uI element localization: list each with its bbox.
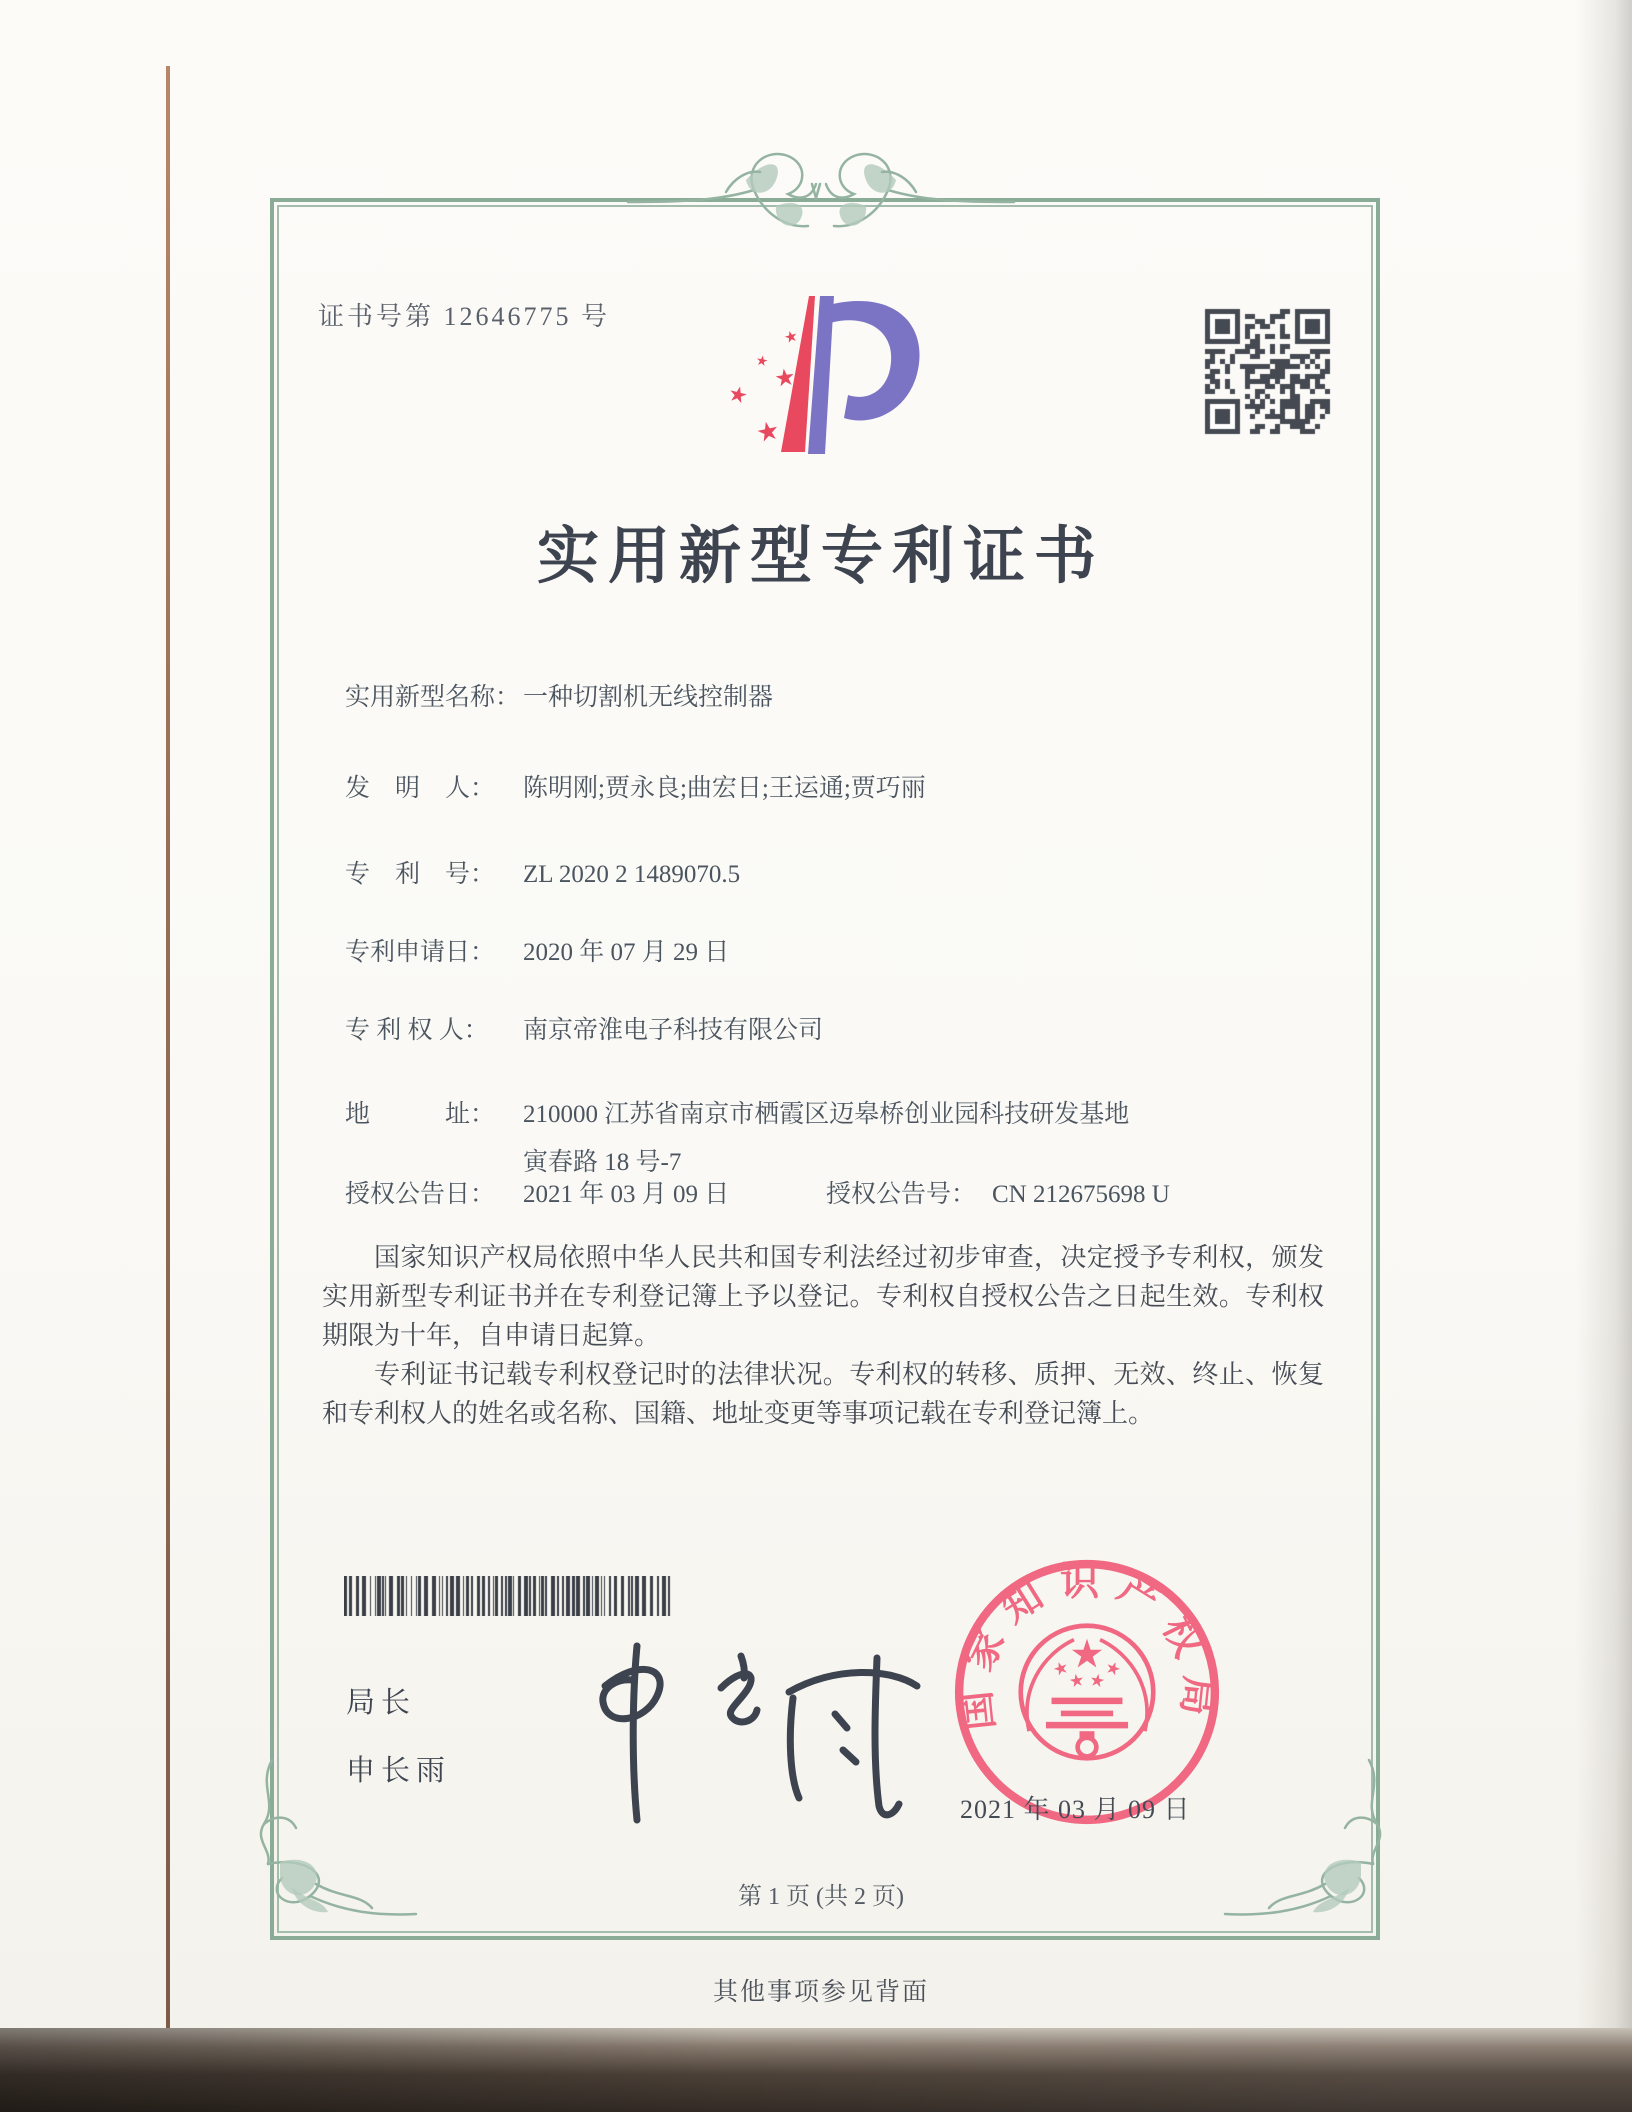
officer-title: 局长 xyxy=(346,1687,417,1719)
photo-right-shadow xyxy=(1576,0,1632,2032)
officer-name: 申长雨 xyxy=(346,1755,452,1787)
field-label: 授权公告号： xyxy=(826,1181,977,1208)
field-value: CN 212675698 U xyxy=(992,1181,1170,1208)
field-value: 2020 年 07 月 29 日 xyxy=(523,939,730,966)
field-value: 2021 年 03 月 09 日 xyxy=(523,1181,730,1208)
seal-text: 国家知识产权局 xyxy=(953,1560,1221,1733)
field-label: 专利申请日： xyxy=(345,939,496,966)
legal-paragraphs xyxy=(322,1238,1324,1433)
field-grant-row xyxy=(345,1178,1335,1212)
photo-bottom-edge xyxy=(0,2028,1632,2112)
page-number: 第 1 页 (共 2 页) xyxy=(738,1884,904,1910)
certificate-title: 实用新型专利证书 xyxy=(536,523,1105,591)
signature-icon xyxy=(545,1628,935,1828)
field-label: 专 利 号： xyxy=(345,861,496,888)
bottom-right-flourish-icon xyxy=(1218,1758,1393,1938)
book-page-edge xyxy=(166,66,170,2028)
seal-date: 2021 年 03 月 09 日 xyxy=(960,1795,1191,1824)
field-value: 一种切割机无线控制器 xyxy=(523,684,774,711)
paragraph-register-statement: 专利证书记载专利权登记时的法律状况。专利权的转移、质押、无效、终止、恢复和专利权人的姓名或名称、国籍、地址变更等事项记载在专利登记簿上。 xyxy=(322,1360,1324,1428)
paragraph-grant-statement: 国家知识产权局依照中华人民共和国专利法经过初步审查，决定授予专利权，颁发实用新型专利证书并在专利登记簿上予以登记。专利权自授权公告之日起生效。专利权期限为十年，自申请日起算。 xyxy=(322,1243,1324,1350)
barcode xyxy=(344,1576,674,1616)
field-patentee xyxy=(345,1014,1335,1048)
address-line-2: 寅春路 18 号-7 xyxy=(523,1149,682,1176)
address-line-1: 210000 江苏省南京市栖霞区迈皋桥创业园科技研发基地 xyxy=(523,1101,1130,1128)
field-patent-number xyxy=(345,858,1335,892)
field-address xyxy=(345,1091,1335,1187)
field-label: 地 址： xyxy=(345,1101,496,1128)
field-label: 实用新型名称： xyxy=(345,684,521,711)
field-filing-date xyxy=(345,936,1335,970)
certificate-number: 证书号第 12646775 号 xyxy=(318,302,611,331)
field-value: 南京帝淮电子科技有限公司 xyxy=(523,1017,824,1044)
field-label: 发 明 人： xyxy=(345,775,496,802)
field-grant-number xyxy=(826,1178,1170,1212)
national-emblem-icon xyxy=(1021,1626,1154,1759)
field-inventors xyxy=(345,772,1335,806)
qr-code xyxy=(1202,306,1334,438)
field-value: ZL 2020 2 1489070.5 xyxy=(523,861,741,888)
field-value: 陈明刚;贾永良;曲宏日;王运通;贾巧丽 xyxy=(523,775,926,802)
back-side-note: 其他事项参见背面 xyxy=(712,1979,929,2006)
field-label: 授权公告日： xyxy=(345,1181,496,1208)
field-value xyxy=(523,1091,1129,1187)
field-utility-model-name xyxy=(345,681,1335,715)
cnipa-logo-icon xyxy=(712,282,947,464)
field-label: 专 利 权 人： xyxy=(345,1017,489,1044)
top-border-ornament-icon xyxy=(626,140,1016,260)
